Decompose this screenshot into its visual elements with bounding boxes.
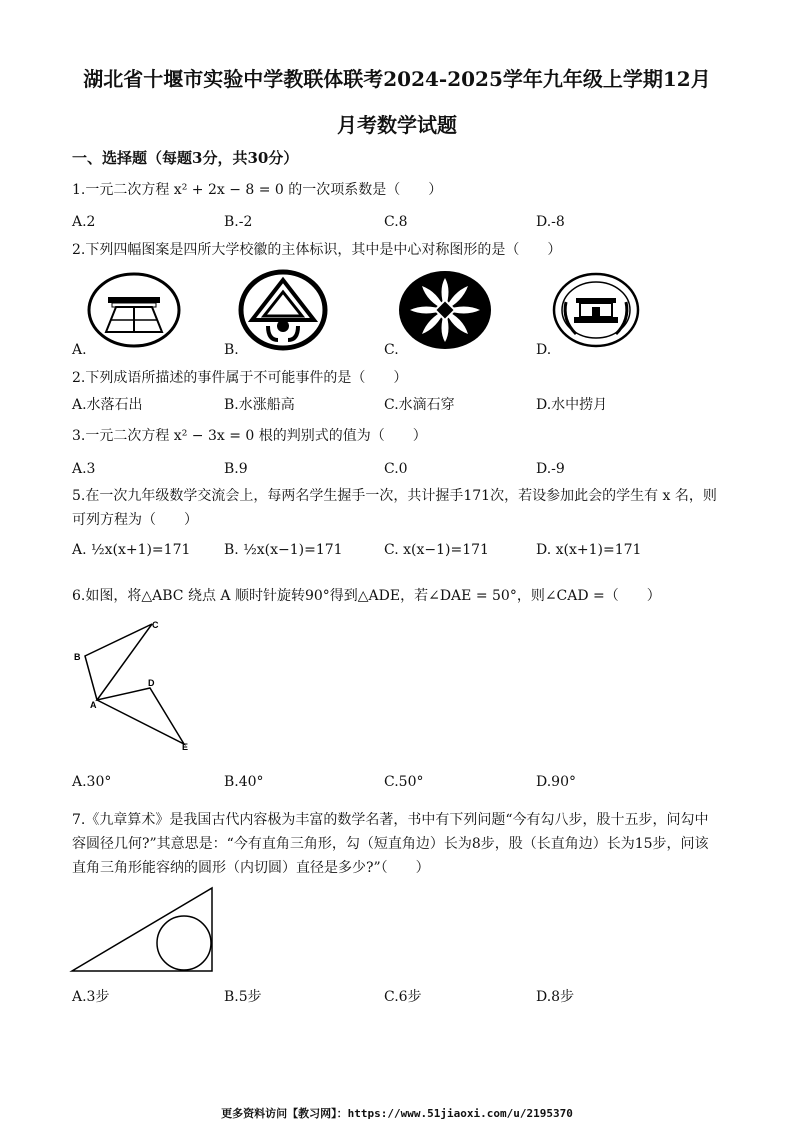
q6-option-a: A.30° [72,774,112,790]
q1-option-b: B.-2 [224,214,253,230]
q3-option-c: C.水滴石穿 [384,397,455,413]
q5-option-c: C. x(x−1)=171 [384,542,489,558]
q2-option-d: D. [536,342,552,358]
q5-option-d: D. x(x+1)=171 [536,542,642,558]
rotation-figure [72,616,197,756]
q3-option-d: D.水中捞月 [536,397,608,413]
question-5: 5.在一次九年级数学交流会上，每两名学生握手一次，共计握手171次，若设参加此会的学生有 x 名，则可列方程为（ ） [72,488,717,528]
q2-option-b: B. [224,342,239,358]
q4-option-d: D.-9 [536,461,565,477]
q1-option-a: A.2 [72,214,96,230]
section-heading: 一、选择题（每题3分，共30分） [72,149,299,167]
question-1: 1.一元二次方程 x² + 2x − 8 = 0 的一次项系数是（ ） [72,182,443,198]
q1-option-c: C.8 [384,214,408,230]
q5-option-a: A. ½x(x+1)=171 [72,542,191,558]
q4-option-c: C.0 [384,461,408,477]
emblem-d [552,272,640,348]
q2-option-a: A. [72,342,87,358]
q1-option-d: D.-8 [536,214,565,230]
label-d: D [148,678,155,688]
question-4: 3.一元二次方程 x² − 3x = 0 根的判别式的值为（ ） [72,428,427,444]
q5-option-b: B. ½x(x−1)=171 [224,542,343,558]
footer-link[interactable]: 更多资料访问【教习网】：https://www.51jiaoxi.com/u/2195370 [221,1107,573,1120]
emblem-a [86,272,182,348]
q2-option-c: C. [384,342,399,358]
question-2: 2.下列四幅图案是四所大学校徽的主体标识，其中是中心对称图形的是（ ） [72,242,562,258]
q3-option-b: B.水涨船高 [224,397,295,413]
label-b: B [74,652,81,662]
page-subtitle: 月考数学试题 [337,113,457,137]
question-6: 6.如图，将△ABC 绕点 A 顺时针旋转90°得到△ADE，若∠DAE = 50°，则∠CAD =（ ） [72,588,661,604]
label-a: A [90,700,97,710]
label-c: C [152,620,159,630]
q4-option-a: A.3 [72,461,96,477]
emblem-b [238,270,328,350]
emblem-c [398,270,492,350]
q7-option-b: B.5步 [224,989,262,1005]
q7-option-a: A.3步 [72,989,110,1005]
label-e: E [182,742,189,752]
q6-option-d: D.90° [536,774,576,790]
q7-option-d: D.8步 [536,989,575,1005]
page-title: 湖北省十堰市实验中学教联体联考2024-2025学年九年级上学期12月 [83,67,711,91]
q6-option-b: B.40° [224,774,264,790]
q4-option-b: B.9 [224,461,248,477]
question-3: 2.下列成语所描述的事件属于不可能事件的是（ ） [72,370,408,386]
q6-option-c: C.50° [384,774,424,790]
q7-option-c: C.6步 [384,989,422,1005]
incircle-triangle-figure [72,886,217,976]
question-7: 7.《九章算术》是我国古代内容极为丰富的数学名著，书中有下列问题“今有勾八步，股十五步，问勾中容圆径几何?”其意思是：“今有直角三角形，勾（短直角边）长为8步，股（长直角边）长为15步，问该直角三角形能容纳的圆形（内切圆）直径是多少?”（ ） [72,812,709,876]
q3-option-a: A.水落石出 [72,397,143,413]
